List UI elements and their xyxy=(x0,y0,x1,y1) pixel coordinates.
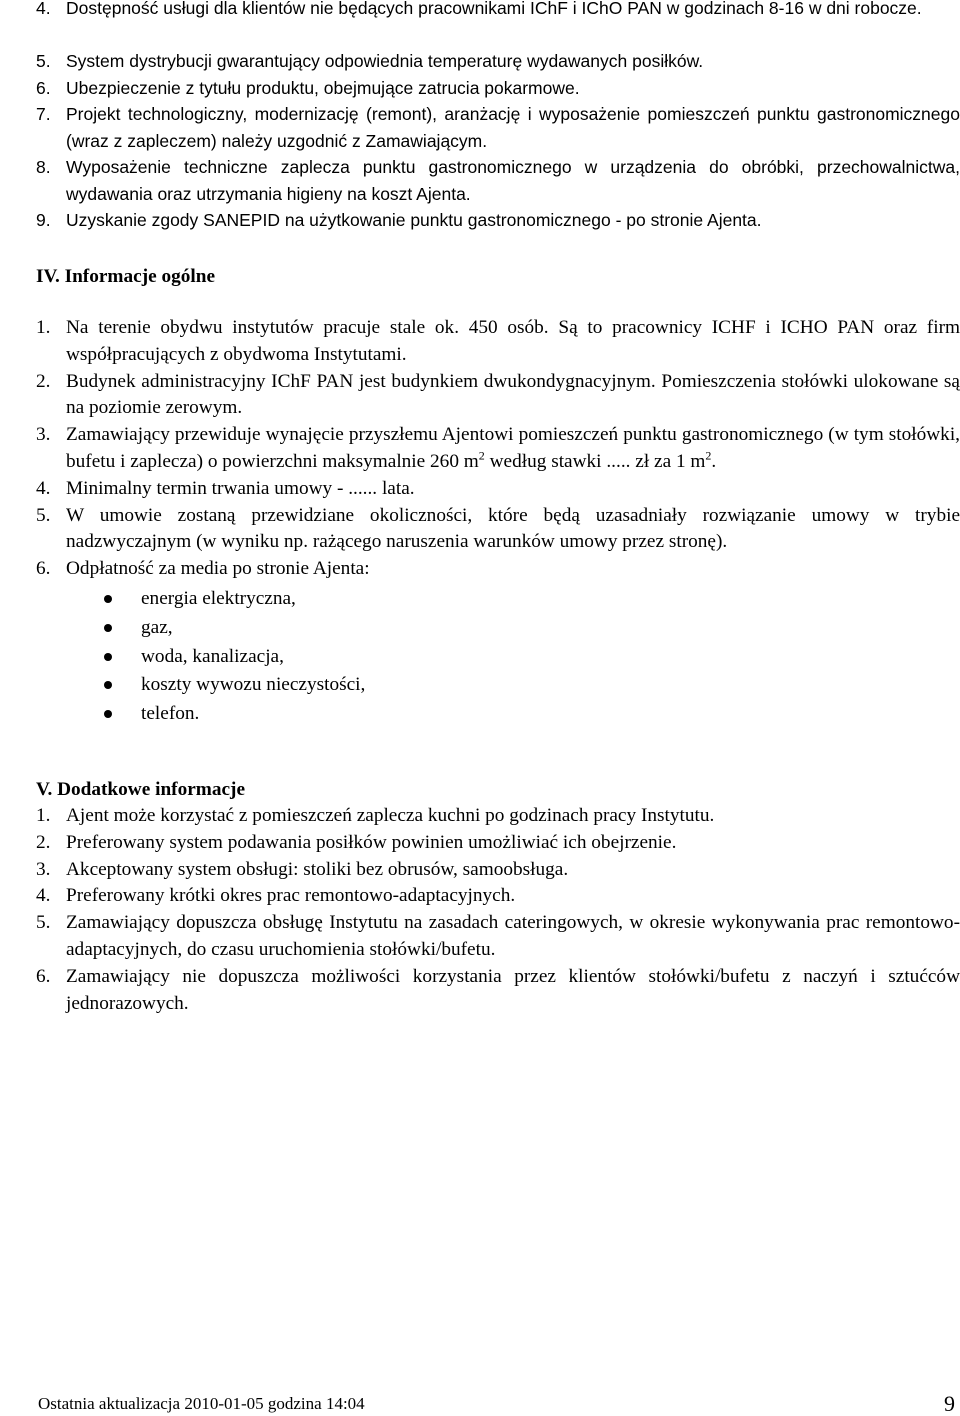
list-text: Odpłatność za media po stronie Ajenta: xyxy=(66,558,370,580)
list-number: 9. xyxy=(36,210,51,230)
top-list xyxy=(0,0,960,234)
list-number: 8. xyxy=(36,157,51,177)
list-item xyxy=(0,556,960,583)
list-number: 1. xyxy=(36,805,51,826)
list-text: Akceptowany system obsługi: stoliki bez obrusów, samoobsługa. xyxy=(66,858,569,880)
list-item xyxy=(0,857,960,884)
bullet-icon xyxy=(104,710,112,718)
list-number: 4. xyxy=(36,885,51,907)
list-number: 5. xyxy=(36,51,51,71)
bullet-item xyxy=(0,614,960,643)
list-text: System dystrybucji gwarantujący odpowiednia temperaturę wydawanych posiłków. xyxy=(66,51,704,71)
bullet-list xyxy=(0,585,960,729)
list-text-part: . xyxy=(711,450,717,472)
section-v-list xyxy=(0,803,960,1017)
list-number: 5. xyxy=(36,504,51,526)
list-text: Minimalny termin trwania umowy - ...... lata. xyxy=(66,477,415,499)
bullet-item xyxy=(0,585,960,614)
bullet-text: woda, kanalizacja, xyxy=(141,645,284,667)
list-text-part: Zamawiający przewiduje wynajęcie przyszłemu Ajentowi pomieszczeń punktu gastronomicznego (w tym stołówki, bufetu i zaplecza) o powierzchni maksymalnie 260 m xyxy=(66,424,960,472)
list-item xyxy=(0,154,960,207)
list-number: 3. xyxy=(36,424,51,446)
list-text: Na terenie obydwu instytutów pracuje stale ok. 450 osób. Są to pracownicy ICHF i ICHO PAN oraz firm współpracujących z obydwoma Instytutami. xyxy=(66,317,960,365)
list-number: 1. xyxy=(36,317,51,338)
list-text: Ubezpieczenie z tytułu produktu, obejmujące zatrucia pokarmowe. xyxy=(66,77,580,98)
list-item xyxy=(0,503,960,557)
section-heading-iv: IV. Informacje ogólne xyxy=(36,266,216,287)
list-text: Budynek administracyjny IChF PAN jest budynkiem dwukondygnacyjnym. Pomieszczenia stołówki ulokowane są na poziomie zerowym. xyxy=(66,370,960,419)
page-number: 9 xyxy=(944,1391,955,1416)
list-item xyxy=(0,830,960,857)
list-text: Projekt technologiczny, modernizację (remont), aranżację i wyposażenie pomieszczeń punktu gastronomicznego (wraz z zapleczem) należy uzgodnić z Zamawiającym. xyxy=(66,104,960,151)
bullet-text: koszty wywozu nieczystości, xyxy=(141,674,366,696)
list-text: Zamawiający nie dopuszcza możliwości korzystania przez klientów stołówki/bufetu z naczyń i sztućców jednorazowych. xyxy=(66,965,960,1014)
list-number: 2. xyxy=(36,370,51,392)
list-text xyxy=(66,424,960,472)
bullet-item xyxy=(0,700,960,729)
list-text: Uzyskanie zgody SANEPID na użytkowanie punktu gastronomicznego - po stronie Ajenta. xyxy=(66,210,762,230)
list-item xyxy=(0,315,960,369)
list-item xyxy=(0,883,960,910)
superscript: 2 xyxy=(705,448,712,463)
list-text: Preferowany krótki okres prac remontowo-adaptacyjnych. xyxy=(66,885,516,907)
list-item xyxy=(0,422,960,476)
list-number: 4. xyxy=(36,477,51,499)
bullet-item xyxy=(0,643,960,672)
footer-last-updated: Ostatnia aktualizacja 2010-01-05 godzina 14:04 xyxy=(38,1394,365,1413)
list-number: 4. xyxy=(36,0,51,18)
bullet-icon xyxy=(104,653,112,661)
bullet-item xyxy=(0,671,960,700)
list-item xyxy=(0,803,960,830)
list-text-part: według stawki ..... zł za 1 m xyxy=(484,450,706,472)
bullet-text: energia elektryczna, xyxy=(141,587,296,609)
list-text: W umowie zostaną przewidziane okoliczności, które będą uzasadniały rozwiązanie umowy w trybie nadzwyczajnym (w wyniku np. rażącego naruszenia warunków umowy przez stronę). xyxy=(66,504,960,553)
list-number: 6. xyxy=(36,558,51,580)
list-text: Preferowany system podawania posiłków powinien umożliwiać ich obejrzenie. xyxy=(66,831,677,853)
list-number: 3. xyxy=(36,858,51,880)
list-number: 6. xyxy=(36,965,51,987)
bullet-icon xyxy=(104,681,112,689)
list-item xyxy=(0,369,960,423)
bullet-icon xyxy=(104,624,112,632)
bullet-text: telefon. xyxy=(141,703,200,725)
list-item xyxy=(0,207,960,234)
list-item xyxy=(0,964,960,1018)
list-item xyxy=(0,101,960,154)
list-text: Ajent może korzystać z pomieszczeń zaplecza kuchni po godzinach pracy Instytutu. xyxy=(66,805,715,826)
list-number: 5. xyxy=(36,912,51,934)
section-heading-v: V. Dodatkowe informacje xyxy=(36,779,246,800)
list-text: Zamawiający dopuszcza obsługę Instytutu na zasadach cateringowych, w okresie wykonywania prac remontowo-adaptacyjnych, do czasu uruchomienia stołówki/bufetu. xyxy=(66,912,960,960)
bullet-icon xyxy=(104,595,112,603)
list-item xyxy=(0,910,960,964)
bullet-text: gaz, xyxy=(141,616,173,638)
list-number: 7. xyxy=(36,104,51,124)
list-item xyxy=(0,0,960,48)
list-text: Dostępność usługi dla klientów nie będących pracownikami IChF i IChO PAN w godzinach 8-16 w dni robocze. xyxy=(66,0,922,18)
section-iv-list xyxy=(0,315,960,729)
list-item xyxy=(0,48,960,75)
list-item xyxy=(0,75,960,102)
list-item xyxy=(0,476,960,503)
list-text: Wyposażenie techniczne zaplecza punktu gastronomicznego w urządzenia do obróbki, przechowalnictwa, wydawania oraz utrzymania higieny na koszt Ajenta. xyxy=(66,157,960,204)
list-number: 2. xyxy=(36,831,51,853)
list-number: 6. xyxy=(36,77,51,98)
superscript: 2 xyxy=(478,448,485,463)
